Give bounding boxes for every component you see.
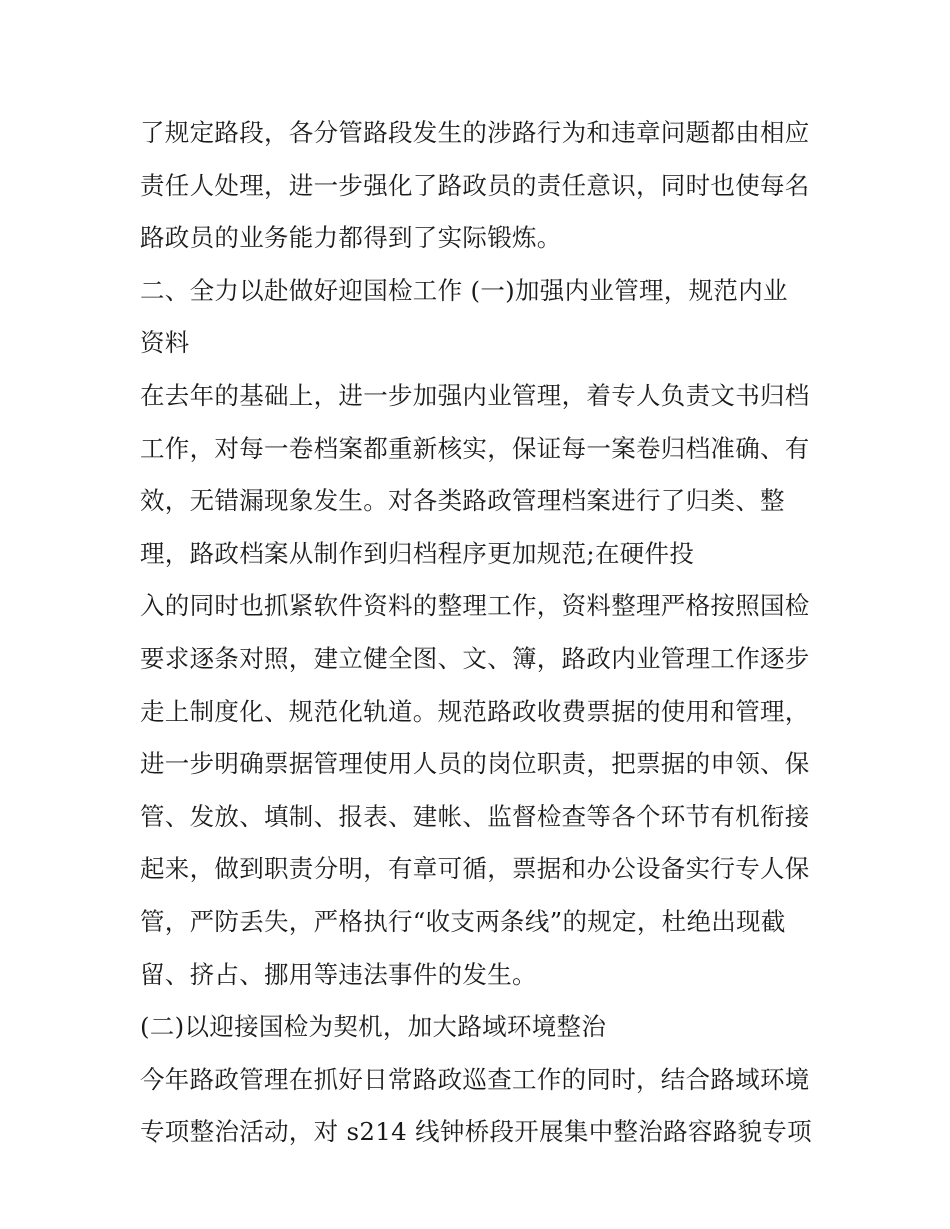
text-line: 起来，做到职责分明，有章可循，票据和办公设备实行专人保	[140, 854, 810, 884]
text-line: 路政员的业务能力都得到了实际锻炼。	[140, 223, 562, 253]
text-line: 理，路政档案从制作到归档程序更加规范;在硬件投	[140, 538, 695, 568]
text-line: 进一步明确票据管理使用人员的岗位职责，把票据的申领、保	[140, 749, 810, 779]
text-line: 入的同时也抓紧软件资料的整理工作，资料整理严格按照国检	[140, 591, 810, 621]
text-line: 责任人处理，进一步强化了路政员的责任意识，同时也使每名	[140, 170, 810, 200]
text-line: 在去年的基础上，进一步加强内业管理，着专人负责文书归档	[140, 380, 810, 410]
text-line: 要求逐条对照，建立健全图、文、簿，路政内业管理工作逐步	[140, 643, 810, 673]
text-line: 了规定路段，各分管路段发生的涉路行为和违章问题都由相应	[140, 118, 810, 147]
text-line: 专项整治活动，对 s214 线钟桥段开展集中整治路容路貌专项	[140, 1117, 812, 1147]
text-line: 工作，对每一卷档案都重新核实，保证每一案卷归档准确、有	[140, 433, 810, 463]
subsection-heading: (二)以迎接国检为契机，加大路域环境整治	[140, 1012, 607, 1042]
text-line: 效，无错漏现象发生。对各类路政管理档案进行了归类、整	[140, 486, 785, 516]
text-line: 管、发放、填制、报表、建帐、监督检查等各个环节有机衔接	[140, 801, 810, 831]
text-line: 管，严防丢失，严格执行“收支两条线”的规定，杜绝出现截	[140, 906, 786, 936]
body-text	[140, 107, 820, 1159]
section-heading-continued: 资料	[140, 328, 190, 358]
section-heading: 二、全力以赴做好迎国检工作 (一)加强内业管理，规范内业	[140, 275, 788, 305]
text-line: 今年路政管理在抓好日常路政巡查工作的同时，结合路域环境	[140, 1064, 810, 1094]
text-line: 走上制度化、规范化轨道。规范路政收费票据的使用和管理，	[140, 696, 810, 726]
text-line: 留、挤占、挪用等违法事件的发生。	[140, 959, 537, 989]
